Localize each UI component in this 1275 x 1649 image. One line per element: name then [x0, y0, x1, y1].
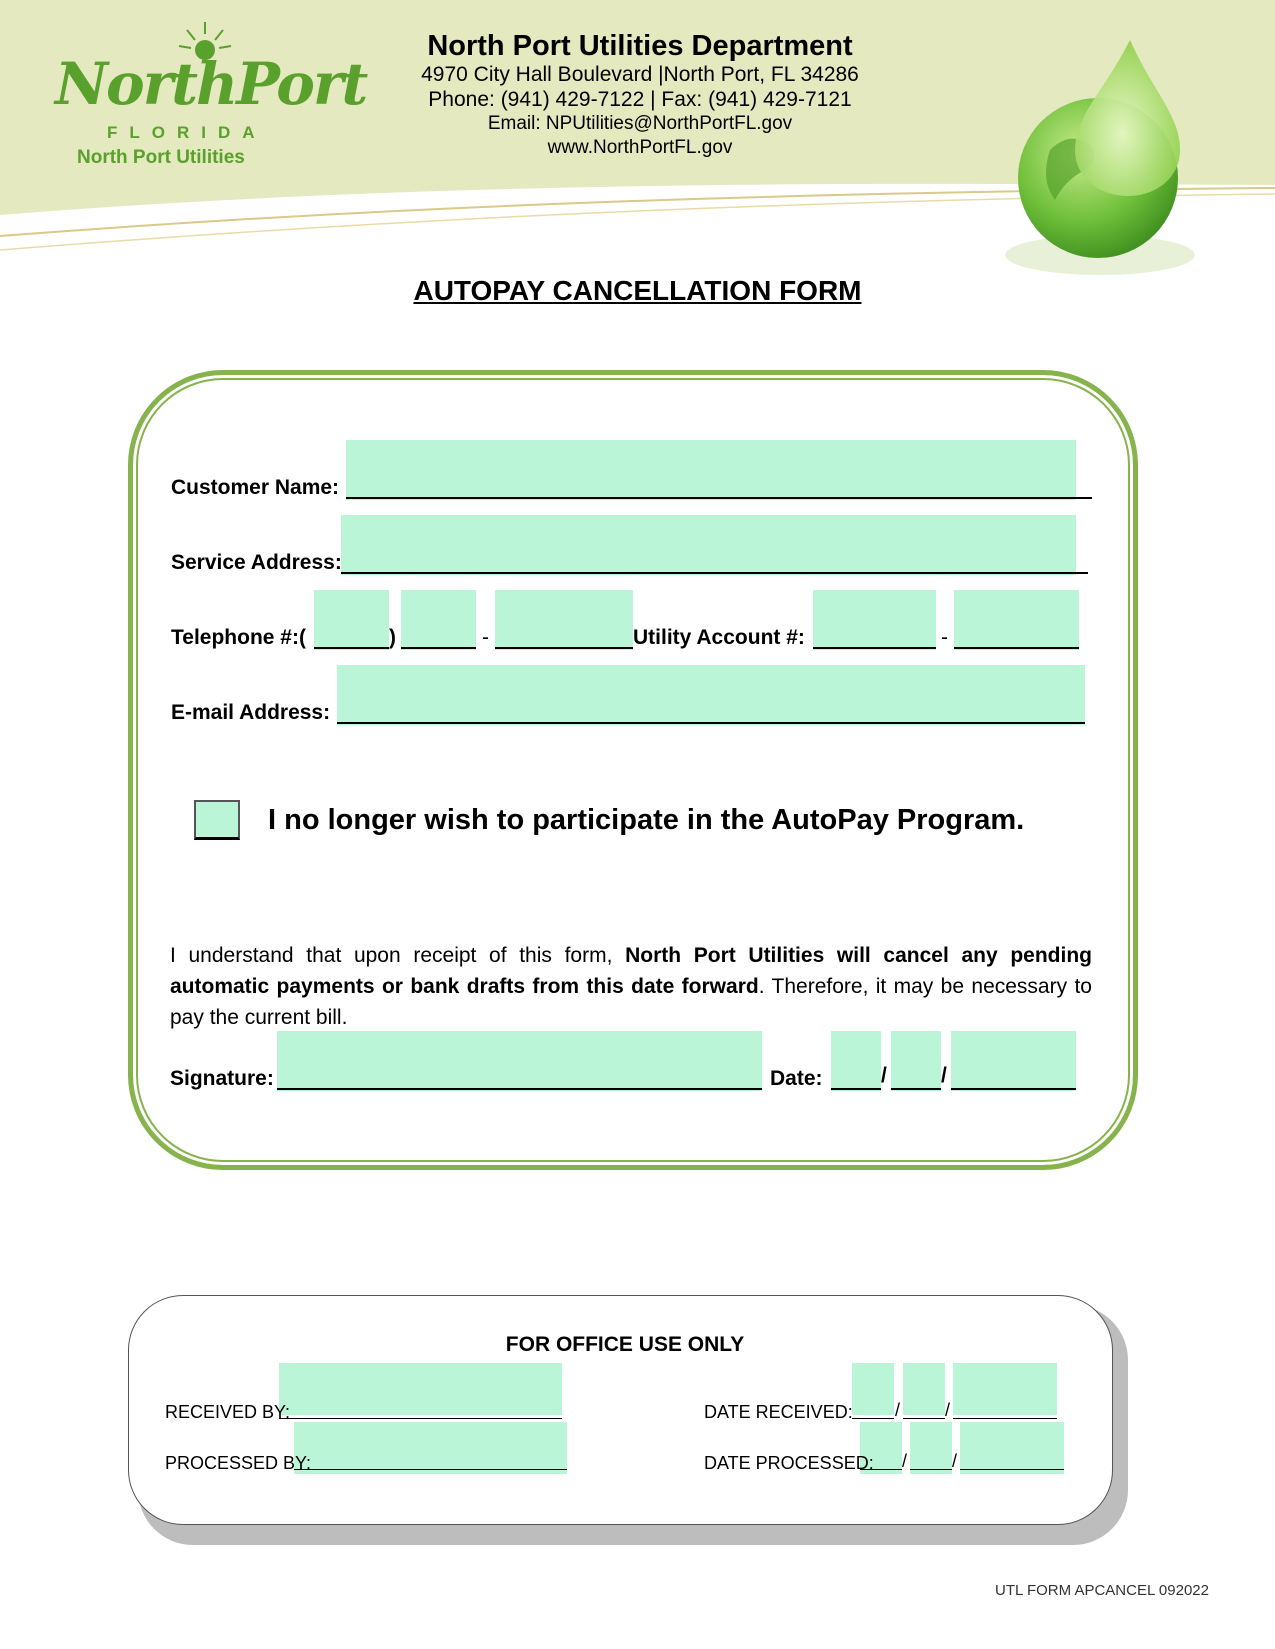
email-address-label: E-mail Address:	[171, 701, 331, 724]
utility-account-label: Utility Account #:	[633, 626, 805, 649]
date-processed-slash-2: /	[952, 1451, 958, 1471]
date-day-underline	[891, 1088, 941, 1090]
email-address-field[interactable]	[337, 665, 1085, 725]
telephone-area-code-field[interactable]	[314, 590, 389, 650]
department-address: 4970 City Hall Boulevard |North Port, FL 34286	[421, 63, 859, 86]
date-slash-2: /	[941, 1064, 947, 1087]
statement-bold: North Port Utilities will cancel any pending automatic payments or bank drafts from this date forward	[170, 944, 1092, 998]
utility-account-part1-field[interactable]	[813, 590, 936, 650]
date-slash-1: /	[881, 1064, 887, 1087]
utility-account-part1-underline	[813, 647, 936, 649]
received-by-underline	[279, 1418, 562, 1419]
form-code: UTL FORM APCANCEL 092022	[995, 1582, 1209, 1599]
date-processed-slash-1: /	[902, 1451, 908, 1471]
department-phone-fax: Phone: (941) 429-7122 | Fax: (941) 429-7121	[428, 88, 852, 111]
date-received-slash-1: /	[895, 1400, 901, 1420]
service-address-field[interactable]	[341, 515, 1076, 575]
date-processed-year-underline	[960, 1469, 1064, 1470]
received-by-field[interactable]	[279, 1363, 562, 1415]
date-received-slash-2: /	[945, 1400, 951, 1420]
date-month-field[interactable]	[831, 1031, 881, 1091]
date-received-month-field[interactable]	[852, 1363, 894, 1415]
utility-account-part2-field[interactable]	[954, 590, 1079, 650]
date-received-day-field[interactable]	[903, 1363, 945, 1415]
signature-label: Signature:	[170, 1067, 274, 1090]
date-received-month-underline	[852, 1418, 894, 1419]
signature-field[interactable]	[277, 1031, 762, 1091]
date-received-label: DATE RECEIVED:	[704, 1402, 853, 1422]
processed-by-underline	[294, 1469, 567, 1470]
date-day-field[interactable]	[891, 1031, 941, 1091]
date-label: Date:	[770, 1067, 823, 1090]
received-by-label: RECEIVED BY:	[165, 1402, 291, 1422]
telephone-prefix-underline	[401, 647, 476, 649]
autopay-cancel-checkbox[interactable]	[194, 800, 240, 840]
service-address-underline	[341, 572, 1088, 574]
autopay-cancel-checkbox-label: I no longer wish to participate in the AutoPay Program.	[268, 804, 1025, 836]
logo-wordmark: NorthPort	[55, 50, 367, 118]
statement-part1: I understand that upon receipt of this form,	[170, 944, 626, 967]
telephone-prefix-field[interactable]	[401, 590, 476, 650]
date-processed-month-underline	[860, 1469, 902, 1470]
service-address-label: Service Address:	[171, 551, 342, 574]
email-address-underline	[337, 722, 1085, 724]
utility-account-dash: -	[941, 626, 948, 649]
date-processed-day-underline	[910, 1469, 952, 1470]
date-received-day-underline	[903, 1418, 945, 1419]
customer-name-underline	[346, 497, 1092, 499]
date-processed-year-field[interactable]	[960, 1422, 1064, 1474]
telephone-label: Telephone #:(	[171, 626, 306, 649]
statement-part2: . Therefore, it may be necessary to pay the current bill.	[170, 975, 1092, 1029]
telephone-close-paren: )	[389, 626, 396, 649]
logo-subtitle: North Port Utilities	[77, 147, 245, 168]
telephone-area-underline	[314, 647, 389, 649]
customer-name-label: Customer Name:	[171, 476, 340, 499]
date-processed-day-field[interactable]	[910, 1422, 952, 1474]
cancellation-statement	[170, 940, 1092, 1033]
form-title: AUTOPAY CANCELLATION FORM	[413, 275, 862, 306]
signature-underline	[277, 1088, 762, 1090]
utility-account-part2-underline	[954, 647, 1079, 649]
department-email: Email: NPUtilities@NorthPortFL.gov	[487, 113, 793, 134]
north-port-logo	[55, 20, 367, 170]
date-month-underline	[831, 1088, 881, 1090]
customer-name-field[interactable]	[346, 440, 1076, 500]
office-use-title: FOR OFFICE USE ONLY	[505, 1333, 745, 1356]
processed-by-label: PROCESSED BY:	[165, 1453, 312, 1473]
department-title: North Port Utilities Department	[427, 30, 853, 62]
date-processed-label: DATE PROCESSED:	[704, 1453, 874, 1473]
telephone-line-underline	[495, 647, 633, 649]
telephone-dash: -	[482, 626, 489, 649]
processed-by-field[interactable]	[294, 1422, 567, 1474]
date-year-field[interactable]	[951, 1031, 1076, 1091]
date-year-underline	[951, 1088, 1076, 1090]
date-received-year-underline	[953, 1418, 1057, 1419]
department-website: www.NorthPortFL.gov	[547, 137, 733, 158]
telephone-line-field[interactable]	[495, 590, 633, 650]
date-received-year-field[interactable]	[953, 1363, 1057, 1415]
logo-state: FLORIDA	[107, 123, 267, 142]
